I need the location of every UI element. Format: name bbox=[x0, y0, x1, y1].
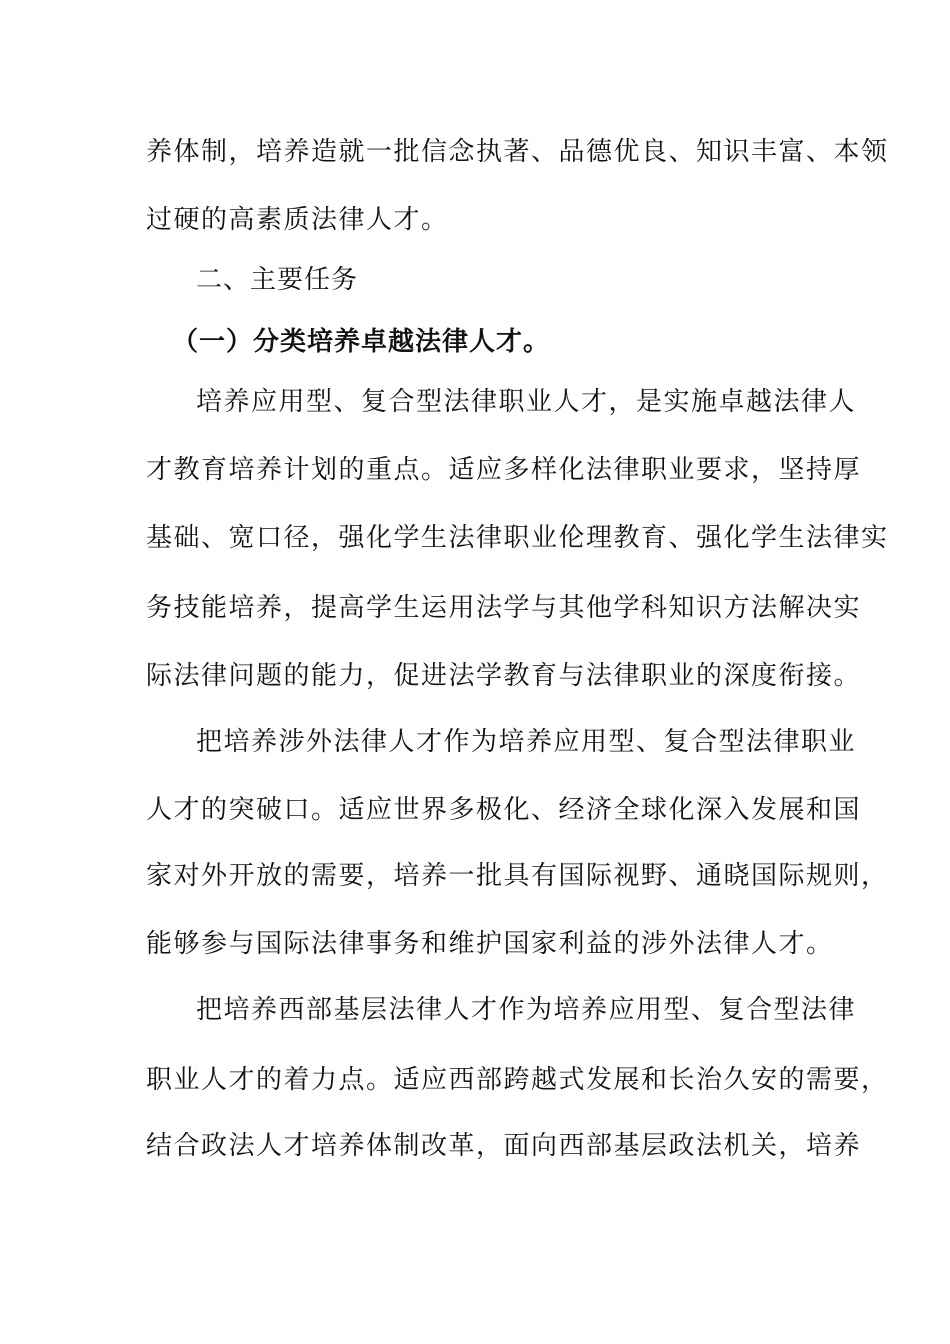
text-line-10: 把培养涉外法律人才作为培养应用型、复合型法律职业 bbox=[196, 727, 857, 757]
text-line-2: 过硬的高素质法律人才。 bbox=[146, 205, 449, 235]
text-line-11: 人才的突破口。适应世界多极化、经济全球化深入发展和国 bbox=[146, 795, 862, 825]
text-line-9: 际法律问题的能力，促进法学教育与法律职业的深度衔接。 bbox=[146, 661, 862, 691]
text-line-13: 能够参与国际法律事务和维护国家利益的涉外法律人才。 bbox=[146, 929, 834, 959]
subsection-heading: （一）分类培养卓越法律人才。 bbox=[172, 327, 551, 357]
text-line-15: 职业人才的着力点。适应西部跨越式发展和长治久安的需要， bbox=[146, 1065, 889, 1095]
text-line-14: 把培养西部基层法律人才作为培养应用型、复合型法律 bbox=[196, 995, 857, 1025]
text-line-16: 结合政法人才培养体制改革，面向西部基层政法机关，培养 bbox=[146, 1131, 862, 1161]
text-line-1: 养体制，培养造就一批信念执著、品德优良、知识丰富、本领 bbox=[146, 137, 889, 167]
text-line-7: 基础、宽口径，强化学生法律职业伦理教育、强化学生法律实 bbox=[146, 523, 889, 553]
text-line-5: 培养应用型、复合型法律职业人才，是实施卓越法律人 bbox=[196, 387, 857, 417]
text-line-6: 才教育培养计划的重点。适应多样化法律职业要求，坚持厚 bbox=[146, 455, 862, 485]
section-heading: 二、主要任务 bbox=[196, 265, 359, 295]
text-line-8: 务技能培养，提高学生运用法学与其他学科知识方法解决实 bbox=[146, 593, 862, 623]
text-line-12: 家对外开放的需要，培养一批具有国际视野、通晓国际规则， bbox=[146, 861, 889, 891]
